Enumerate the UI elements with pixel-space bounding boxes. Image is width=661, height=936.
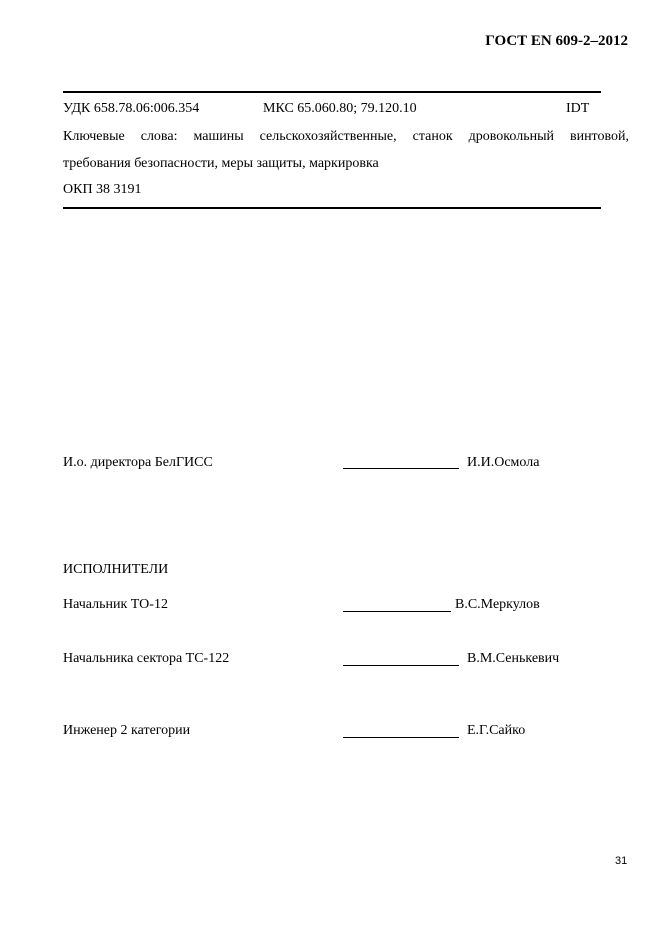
executors-heading: ИСПОЛНИТЕЛИ (63, 562, 169, 577)
keywords-line-1: Ключевые слова: машины сельскохозяйственные, станок дровокольный винтовой, (63, 129, 629, 144)
mks-code: МКС 65.060.80; 79.120.10 (263, 101, 417, 116)
director-title: И.о. директора БелГИСС (63, 455, 213, 470)
udk-code: УДК 658.78.06:006.354 (63, 101, 200, 116)
document-standard-header: ГОСТ EN 609-2–2012 (485, 33, 628, 49)
executor-signature-line (343, 737, 459, 738)
idt-label: IDT (566, 101, 590, 116)
top-rule (63, 91, 601, 93)
director-signature-line (343, 468, 459, 469)
director-name: И.И.Осмола (467, 455, 540, 470)
executor-name: Е.Г.Сайко (467, 723, 526, 738)
executor-signature-line (343, 665, 459, 666)
bottom-rule (63, 207, 601, 209)
executor-signature-line (343, 611, 451, 612)
page-number: 31 (615, 855, 628, 867)
executor-title: Инженер 2 категории (63, 723, 191, 738)
executor-name: В.С.Меркулов (455, 597, 540, 612)
executor-name: В.М.Сенькевич (467, 651, 560, 666)
executor-title: Начальника сектора ТС-122 (63, 651, 230, 666)
okp-code: ОКП 38 3191 (63, 182, 142, 197)
keywords-line-2: требования безопасности, меры защиты, маркировка (63, 156, 379, 171)
executor-title: Начальник ТО-12 (63, 597, 168, 612)
